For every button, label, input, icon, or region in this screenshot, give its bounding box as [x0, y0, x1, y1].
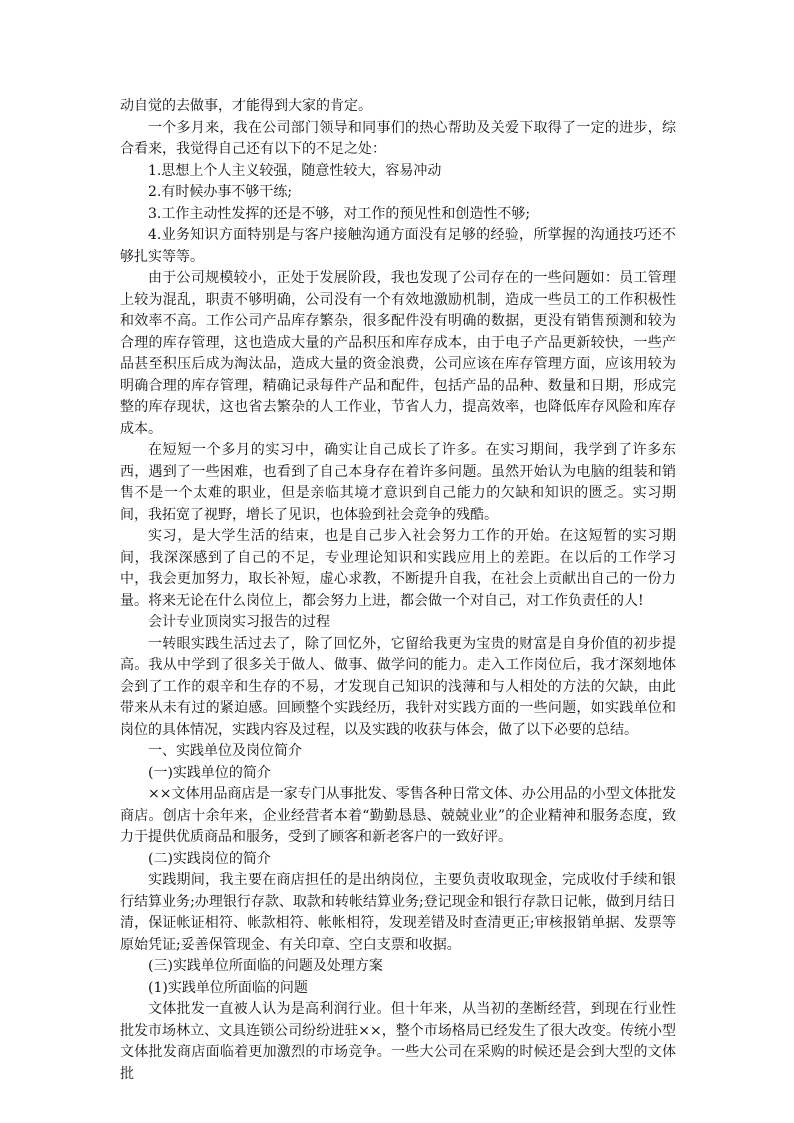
subheading-3: (三)实践单位所面临的问题及处理方案 [148, 958, 383, 974]
list-item-2: 2.有时候办事不够干练; [148, 184, 293, 200]
list-item-1: 1.思想上个人主义较强，随意性较大，容易冲动 [148, 162, 442, 179]
subheading-3-1: (1)实践单位所面临的问题 [148, 979, 308, 996]
document-page [120, 96, 676, 1085]
paragraph-unit-intro: ××文体用品商店是一家专门从事批发、零售各种日常文体、办公用品的小型文体批发商店。创店十余年来，企业经营者本着“勤勤恳恳、兢兢业业”的企业精神和服务态度，致力于提供优质商品和服务，受到了顾客和新老客户的一致好评。 [120, 786, 676, 845]
paragraph-reflection: 一转眼实践生活过去了，除了回忆外，它留给我更为宝贵的财富是自身价值的初步提高。我从中学到了很多关于做人、做事、做学问的能力。走入工作岗位后，我才深刻地体会到了工作的艰辛和生存的不易，才发现自己知识的浅薄和与人相处的方法的欠缺，由此带来从未有过的紧迫感。回顾整个实践经历，我针对实践方面的一些问题，如实践单位和岗位的具体情况，实践内容及过程，以及实践的收获与体会，做了以下必要的总结。 [120, 635, 676, 738]
paragraph-market-problems: 文体批发一直被人认为是高利润行业。但十年来，从当初的垄断经营，到现在行业性批发市场林立、文具连锁公司纷纷进驻××，整个市场格局已经发生了很大改变。传统小型文体批发商店面临着更加激烈的市场竞争。一些大公司在采购的时候还是会到大型的文体批 [120, 1001, 676, 1082]
subheading-1: (一)实践单位的简介 [148, 764, 271, 781]
paragraph-summary-intro: 一个多月来，我在公司部门领导和同事们的热心帮助及关爱下取得了一定的进步，综合看来，我觉得自己还有以下的不足之处： [120, 119, 676, 157]
heading-1: 一、实践单位及岗位简介 [148, 743, 302, 759]
section-title: 会计专业顶岗实习报告的过程 [148, 614, 330, 630]
paragraph-position-intro: 实践期间，我主要在商店担任的是出纳岗位，主要负责收取现金，完成收付手续和银行结算业务;办理银行存款、取款和转帐结算业务;登记现金和银行存款日记帐，做到月结日清，保证帐证相符、帐款相符、帐帐相符，发现差错及时查清更正;审核报销单据、发票等原始凭证;妥善保管现金、有关印章、空白支票和收据。 [120, 872, 676, 953]
paragraph-company-problems: 由于公司规模较小，正处于发展阶段，我也发现了公司存在的一些问题如：员工管理上较为混乱，职责不够明确，公司没有一个有效地激励机制，造成一些员工的工作积极性和效率不高。工作公司产品库存繁杂，很多配件没有明确的数据，更没有销售预测和较为合理的库存管理，这也造成大量的产品积压和库存成本，由于电子产品更新较快，一些产品甚至积压后成为淘汰品，造成大量的资金浪费，公司应该在库存管理方面，应该用较为明确合理的库存管理，精确记录每件产品和配件，包括产品的品种、数量和日期，形成完整的库存现状，这也省去繁杂的人工作业，节省人力，提高效率，也降低库存风险和库存成本。 [120, 270, 676, 437]
paragraph-growth: 在短短一个多月的实习中，确实让自己成长了许多。在实习期间，我学到了许多东西，遇到了一些困难，也看到了自己本身存在着许多问题。虽然开始认为电脑的组装和销售不是一个太难的职业，但是亲临其境才意识到自己能力的欠缺和知识的匮乏。实习期间，我拓宽了视野，增长了见识，也体验到社会竞争的残酷。 [120, 442, 676, 523]
paragraph-continuation: 动自觉的去做事，才能得到大家的肯定。 [120, 98, 372, 114]
subheading-2: (二)实践岗位的简介 [148, 850, 271, 867]
list-item-4: 4.业务知识方面特别是与客户接触沟通方面没有足够的经验，所掌握的沟通技巧还不够扎实等等。 [120, 227, 676, 265]
list-item-3: 3.工作主动性发挥的还是不够，对工作的预见性和创造性不够; [148, 205, 531, 222]
paragraph-conclusion: 实习，是大学生活的结束，也是自己步入社会努力工作的开始。在这短暂的实习期间，我深深感到了自己的不足，专业理论知识和实践应用上的差距。在以后的工作学习中，我会更加努力，取长补短，虚心求教，不断提升自我，在社会上贡献出自己的一份力量。将来无论在什么岗位上，都会努力上进，都会做一个对自己，对工作负责任的人! [120, 528, 676, 609]
